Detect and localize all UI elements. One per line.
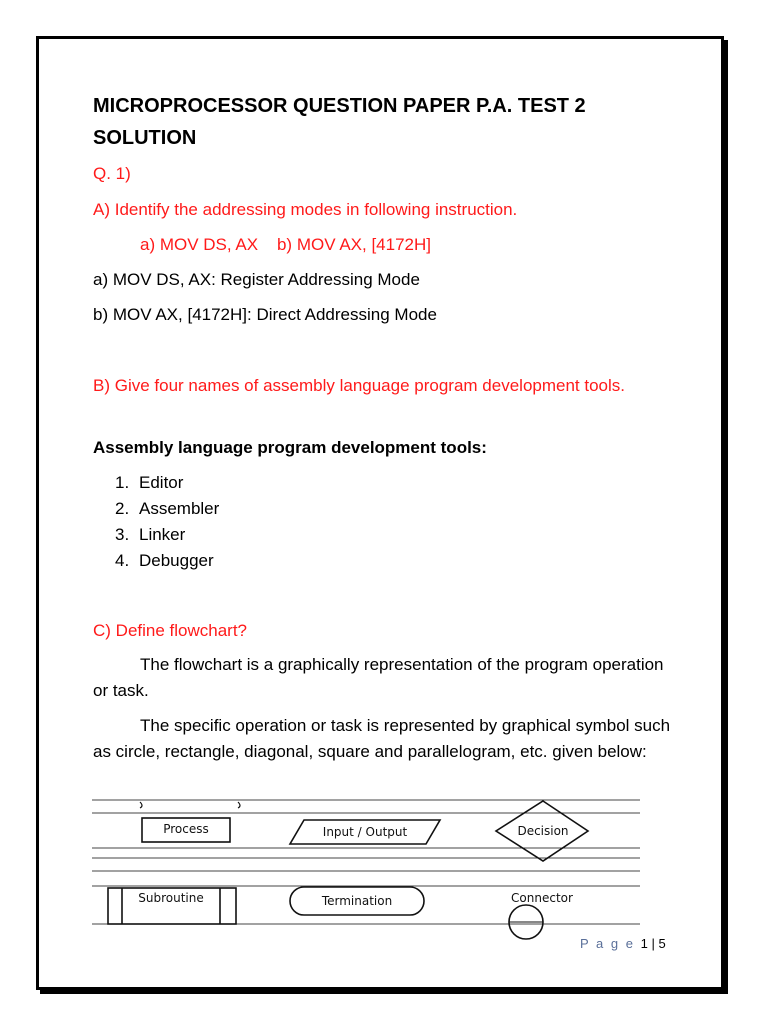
list-item: 4. Debugger — [115, 551, 214, 570]
page-number-footer: P a g e 1 | 5 — [580, 936, 666, 951]
subroutine-label: Subroutine — [138, 891, 204, 905]
decision-label: Decision — [517, 824, 569, 838]
answer-a: a) MOV DS, AX: Register Addressing Mode — [93, 270, 420, 289]
current-page: 1 — [640, 936, 648, 951]
list-item: 2. Assembler — [115, 499, 220, 518]
question-a: A) Identify the addressing modes in following instruction. — [93, 200, 518, 219]
question-c: C) Define flowchart? — [93, 621, 248, 640]
list-item: 1. Editor — [115, 473, 184, 492]
list-item: 3. Linker — [115, 525, 186, 544]
tools-list — [115, 470, 219, 574]
total-pages: 5 — [658, 936, 666, 951]
flowchart-symbols-description: The specific operation or task is represented by graphical symbol such as circle, rectangle, diagonal, square and parallelogram, etc. given below: — [93, 716, 671, 761]
question-1-label: Q. 1) — [93, 164, 131, 183]
question-a-instructions: a) MOV DS, AX b) MOV AX, [4172H] — [140, 235, 431, 254]
termination-label: Termination — [321, 894, 393, 908]
page-word: P a g e — [580, 936, 635, 951]
flowchart-definition: The flowchart is a graphically representation of the program operation or task. — [93, 655, 664, 700]
question-b: B) Give four names of assembly language program development tools. — [93, 376, 625, 395]
process-label: Process — [163, 822, 209, 836]
tools-heading: Assembly language program development tools: — [93, 438, 487, 457]
document-title: MICROPROCESSOR QUESTION PAPER P.A. TEST 2 SOLUTION — [93, 95, 586, 149]
connector-label: Connector — [511, 891, 573, 905]
input-output-label: Input / Output — [322, 825, 408, 839]
flowchart-symbols-figure — [92, 796, 640, 940]
answer-b: b) MOV AX, [4172H]: Direct Addressing Mode — [93, 305, 437, 324]
